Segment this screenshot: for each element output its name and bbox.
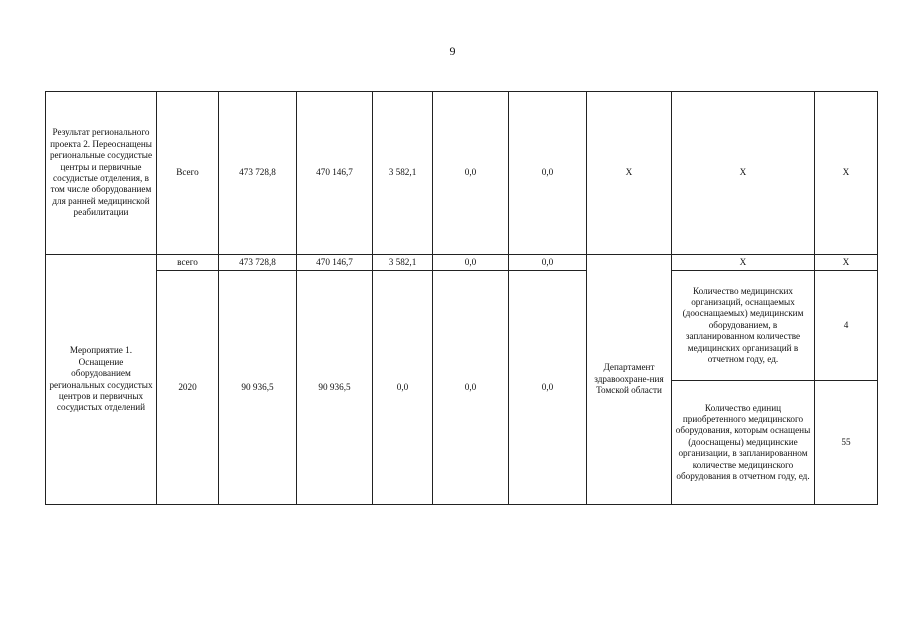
cell-result-v5: 0,0: [509, 92, 587, 255]
cell-executor: Департамент здравоохране-ния Томской области: [587, 255, 672, 505]
cell-measure-name: Мероприятие 1. Оснащение оборудованием региональных сосудистых центров и первичных сосудистых отделений: [46, 255, 157, 505]
cell-measure-year: всего: [157, 255, 219, 271]
budget-table: [45, 91, 878, 505]
cell-measure-v2: 470 146,7: [297, 255, 373, 271]
cell-indicator-organizations: Количество медицинских организаций, оснащаемых (дооснащаемых) медицинским оборудованием, в запланированном количестве медицинских организаций в отчетном году, ед.: [672, 271, 815, 381]
cell-measure-v3: 3 582,1: [373, 255, 433, 271]
table-row-measure-total: [46, 255, 878, 271]
cell-2020-v1: 90 936,5: [219, 271, 297, 505]
cell-2020-year: 2020: [157, 271, 219, 505]
cell-2020-v4: 0,0: [433, 271, 509, 505]
cell-2020-v5: 0,0: [509, 271, 587, 505]
cell-result-v2: 470 146,7: [297, 92, 373, 255]
cell-target-organizations: 4: [815, 271, 878, 381]
page-number: 9: [449, 44, 456, 58]
table-row-2020-a: [46, 271, 878, 381]
cell-measure-v1: 473 728,8: [219, 255, 297, 271]
cell-indicator-equipment: Количество единиц приобретенного медицинского оборудования, которым оснащены (дооснащены) медицинские организации, в запланированном количестве медицинского оборудования в отчетном году, ед.: [672, 381, 815, 505]
cell-result-year: Всего: [157, 92, 219, 255]
cell-result-executor: Х: [587, 92, 672, 255]
cell-result-indicator: Х: [672, 92, 815, 255]
cell-result-name: Результат регионального проекта 2. Переоснащены региональные сосудистые центры и первичные сосудистые отделения, в том числе оборудованием для ранней медицинской реабилитации: [46, 92, 157, 255]
cell-measure-indicator: Х: [672, 255, 815, 271]
cell-result-target: Х: [815, 92, 878, 255]
cell-target-equipment: 55: [815, 381, 878, 505]
cell-2020-v3: 0,0: [373, 271, 433, 505]
cell-result-v4: 0,0: [433, 92, 509, 255]
cell-2020-v2: 90 936,5: [297, 271, 373, 505]
table-row-result-2: [46, 92, 878, 255]
cell-result-v1: 473 728,8: [219, 92, 297, 255]
cell-result-v3: 3 582,1: [373, 92, 433, 255]
cell-measure-target: Х: [815, 255, 878, 271]
cell-measure-v4: 0,0: [433, 255, 509, 271]
cell-measure-v5: 0,0: [509, 255, 587, 271]
